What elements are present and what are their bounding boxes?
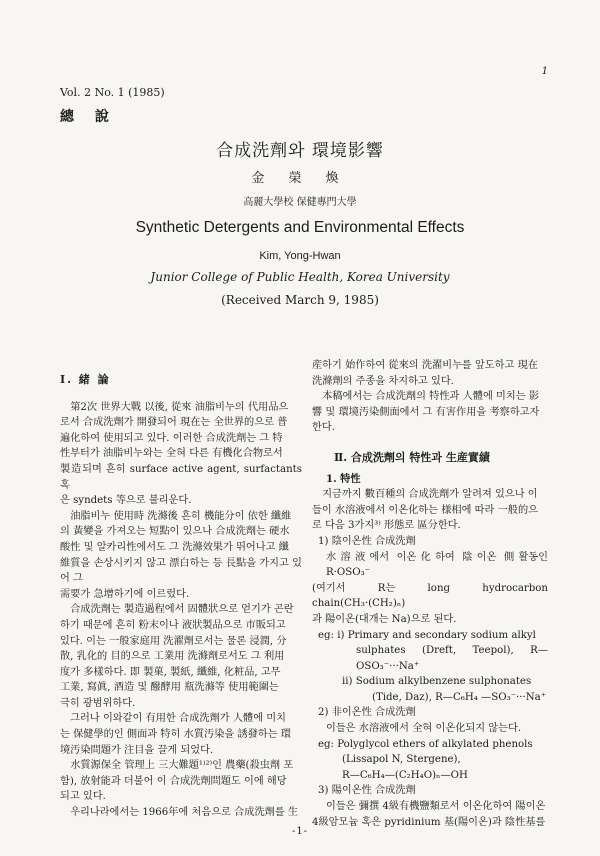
article-category: 總 說 [60, 109, 117, 125]
body-line: 製造되며 흔히 surface active agent, surfactants 혹 [60, 463, 302, 491]
body-line: 한다. [312, 422, 335, 434]
body-line: 과 陽이온(대개는 Na)으로 된다. [312, 613, 457, 625]
body-line: 지금까지 數百種의 合成洗劑가 알려져 있으나 이 [322, 489, 538, 501]
body-line: 로 다음 3가지³⁾ 形態로 區分한다. [312, 520, 461, 532]
example-line: ii) Sodium alkylbenzene sulphonates [342, 676, 532, 688]
body-line: 油脂비누 使用時 洗滌後 흔히 機能分이 依한 纖維 [70, 510, 292, 522]
body-line: 需要가 急增하기에 이르렀다. [60, 588, 190, 600]
body-line: 維質을 손상시키지 않고 漂白하는 등 長點을 가지고 있어 그 [60, 557, 302, 585]
body-line: 洗滌劑의 주종을 차지하고 있다. [312, 375, 454, 387]
body-line: 響 및 環境汚染側面에서 그 有害作用을 考察하고자 [312, 406, 540, 418]
english-affiliation: Junior College of Public Health, Korea University [150, 270, 450, 284]
left-column [60, 372, 302, 821]
body-line: 로서 合成洗劑가 開發되어 現在는 全世界的으로 普 [60, 417, 288, 429]
example-line: (Tide, Daz), R—C₆H₄ —SO₃⁻···Na⁺ [372, 691, 547, 703]
body-line: 하기 때문에 흔히 粉末이나 液狀製品으로 市販되고 [60, 619, 286, 631]
body-line: 들이 水溶液에서 이온化하는 様相에 따라 一般的으 [312, 504, 538, 516]
received-date: (Received March 9, 1985) [221, 293, 379, 307]
body-line: 우리나라에서는 1966年에 처음으로 合成洗劑를 生 [70, 807, 299, 819]
body-line: 散, 乳化的 目的으로 工業用 洗滌劑로서도 그 利用 [60, 651, 285, 663]
example-line: eg: Polyglycol ethers of alkylated phenols [318, 738, 533, 750]
korean-title: 合成洗劑와 環境影響 [216, 141, 384, 161]
body-line: 本稿에서는 合成洗劑의 特性과 人體에 미치는 影 [322, 391, 540, 403]
section-heading-characteristics: Ⅱ. 合成洗劑의 特性과 生産實績 [334, 450, 490, 464]
example-line: sulphates (Dreft, Teepol), R—OSO₃⁻···Na⁺ [356, 645, 548, 672]
korean-author: 金 榮 煥 [251, 171, 349, 186]
subsection-heading-characteristics: 1. 特性 [326, 472, 361, 485]
body-line: 는 保健學的인 側面과 特히 水質汚染을 誘發하는 環 [60, 729, 291, 741]
body-line: 水質源保全 管理上 三大難題¹⁾²⁾인 農藥(殺虫劑 포 [70, 760, 294, 772]
list-heading: 1) 陰이온性 合成洗劑 [318, 535, 416, 547]
english-title: Synthetic Detergents and Environmental Effects [135, 219, 465, 236]
example-line: eg: i) Primary and secondary sodium alkyl [318, 629, 536, 641]
body-line: 4級암모늄 혹은 pyridinium 基(陽이온)과 陰性基를 [312, 816, 546, 828]
body-line: 되고 있다. [60, 791, 106, 803]
body-line: 工業, 寫眞, 酒造 및 醱酵用 瓶洗滌等 使用範圍는 [60, 682, 279, 694]
body-line: 遍化하여 使用되고 있다. 이러한 合成洗劑는 그 特 [60, 432, 283, 444]
body-line: 이들은 彌撰 4級有機鹽類로서 이온化하여 陽이온 [326, 801, 546, 813]
body-line: 性부터가 油脂비누와는 全혀 다른 有機化合物로서 [60, 448, 283, 460]
volume-info: Vol. 2 No. 1 (1985) [60, 86, 165, 99]
english-author: Kim, Yong-Hwan [259, 250, 341, 262]
body-line: (여기서 R는 long hydrocarbon chain(CH₃·(CH₂)ₙ) [312, 582, 548, 610]
body-line: 함), 放射能과 더불어 이 合成洗劑問題도 이에 해당 [60, 775, 287, 787]
body-line: 극히 광범위하다. [60, 697, 136, 709]
body-line: 의 黃變을 가져오는 短點이 있으나 合成洗劑는 硬水 [60, 526, 290, 538]
list-heading: 2) 非이온性 合成洗劑 [318, 707, 416, 719]
page-number-footer: -1- [291, 826, 309, 837]
body-line: 酸性 및 알카리性에서도 그 洗滌效果가 뛰어나고 纖 [60, 541, 289, 553]
example-line: R—C₆H₄—(C₂H₄O)ₙ—OH [342, 769, 468, 781]
body-line: 水溶液에서 이온化하여 陰이온 側활동인 R·OSO₃⁻ [326, 551, 548, 579]
body-line: 度가 多樣하다. 即 製菓, 製紙, 纖維, 化粧品, 고무 [60, 666, 281, 678]
body-line: 있다. 이는 一般家庭用 洗濯劑로서는 물론 浸潤, 分 [60, 635, 287, 647]
body-line: 그러나 이와같이 有用한 合成洗劑가 人體에 미치 [70, 713, 286, 725]
body-line: 合成洗劑는 製造過程에서 固體狀으로 얻기가 곤란 [70, 604, 294, 616]
list-heading: 3) 陽이온性 合成洗劑 [318, 785, 416, 797]
page-number-top: 1 [541, 66, 548, 77]
body-line: 境汚染問題가 注目을 끌게 되었다. [60, 744, 214, 756]
body-line: 이들은 水溶液에서 全혀 이온化되지 않는다. [326, 723, 522, 735]
right-column [312, 358, 548, 830]
korean-affiliation: 高麗大學校 保健專門大學 [243, 197, 357, 208]
body-line: 은 syndets 等으로 불리운다. [60, 495, 192, 507]
example-line: (Lissapol N, Stergene), [342, 754, 461, 766]
body-line: 第2次 世界大戰 以後, 從來 油脂비누의 代用品으 [70, 401, 289, 413]
section-heading-introduction: I. 緒 論 [60, 373, 111, 386]
body-line: 産하기 始作하여 從來의 洗濯비누를 앞도하고 現在 [312, 360, 538, 371]
